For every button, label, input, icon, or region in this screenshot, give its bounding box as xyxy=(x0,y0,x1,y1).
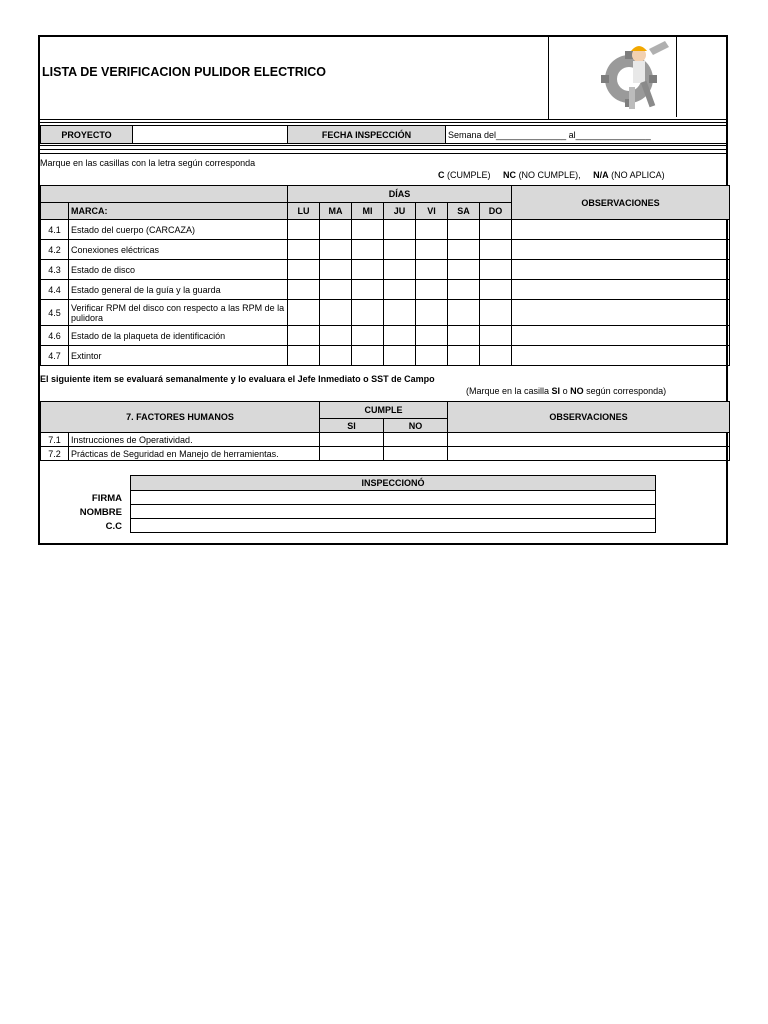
logo-box xyxy=(548,37,728,119)
subnote-prefix: (Marque en la casilla xyxy=(466,386,552,396)
divider xyxy=(40,153,726,154)
day-cell[interactable] xyxy=(320,260,352,280)
divider xyxy=(40,145,726,146)
nombre-field[interactable] xyxy=(131,505,656,519)
hf-no-cell[interactable] xyxy=(384,447,448,461)
worker-gear-wrench-icon xyxy=(589,37,675,115)
day-cell[interactable] xyxy=(352,220,384,240)
day-cell[interactable] xyxy=(416,346,448,366)
table-row xyxy=(41,447,730,461)
day-cell[interactable] xyxy=(320,240,352,260)
item-text: Extintor xyxy=(69,346,288,366)
day-cell[interactable] xyxy=(384,300,416,326)
hf-item-num: 7.1 xyxy=(41,433,69,447)
day-cell[interactable] xyxy=(288,280,320,300)
divider xyxy=(40,122,726,123)
table-row xyxy=(41,240,730,260)
day-cell[interactable] xyxy=(416,300,448,326)
day-ju: JU xyxy=(384,203,416,220)
day-cell[interactable] xyxy=(416,240,448,260)
legend-nc-code: NC xyxy=(503,170,517,180)
hf-item-text: Prácticas de Seguridad en Manejo de herramientas. xyxy=(69,447,320,461)
page-title: LISTA DE VERIFICACION PULIDOR ELECTRICO xyxy=(42,65,327,79)
day-cell[interactable] xyxy=(448,260,480,280)
day-cell[interactable] xyxy=(448,326,480,346)
days-header: DÍAS xyxy=(288,186,512,203)
cumple-header: CUMPLE xyxy=(320,402,448,419)
weekly-note: El siguiente item se evaluará semanalmente y lo evaluara el Jefe Inmediato o SST de Campo xyxy=(40,374,435,384)
day-cell[interactable] xyxy=(384,326,416,346)
day-cell[interactable] xyxy=(448,346,480,366)
cc-label: C.C xyxy=(105,521,122,532)
day-cell[interactable] xyxy=(320,220,352,240)
firma-field[interactable] xyxy=(131,491,656,505)
day-cell[interactable] xyxy=(352,300,384,326)
day-ma: MA xyxy=(320,203,352,220)
day-cell[interactable] xyxy=(480,280,512,300)
day-cell[interactable] xyxy=(416,260,448,280)
item-num: 4.7 xyxy=(41,346,69,366)
nombre-label: NOMBRE xyxy=(79,507,122,518)
day-cell[interactable] xyxy=(480,326,512,346)
table-row xyxy=(41,220,730,240)
observations-header: OBSERVACIONES xyxy=(512,186,730,220)
table-row xyxy=(41,300,730,326)
project-row-table xyxy=(40,125,728,144)
legend xyxy=(438,170,665,180)
hf-observations-header: OBSERVACIONES xyxy=(448,402,730,433)
legend-na-code: N/A xyxy=(593,170,609,180)
item-text: Estado del cuerpo (CARCAZA) xyxy=(69,220,288,240)
item-num: 4.5 xyxy=(41,300,69,326)
checklist-sheet xyxy=(38,35,728,545)
hf-si-cell[interactable] xyxy=(320,433,384,447)
si-header: SI xyxy=(320,419,384,433)
observations-cell[interactable] xyxy=(512,326,730,346)
day-sa: SA xyxy=(448,203,480,220)
hf-observations-cell[interactable] xyxy=(448,447,730,461)
day-cell[interactable] xyxy=(352,260,384,280)
day-cell[interactable] xyxy=(416,326,448,346)
item-num: 4.6 xyxy=(41,326,69,346)
no-header: NO xyxy=(384,419,448,433)
day-cell[interactable] xyxy=(288,260,320,280)
day-cell[interactable] xyxy=(288,300,320,326)
hf-si-cell[interactable] xyxy=(320,447,384,461)
table-row xyxy=(41,346,730,366)
hf-observations-cell[interactable] xyxy=(448,433,730,447)
day-cell[interactable] xyxy=(352,280,384,300)
day-cell[interactable] xyxy=(384,220,416,240)
days-header-blank xyxy=(41,186,288,203)
day-cell[interactable] xyxy=(480,240,512,260)
observations-cell[interactable] xyxy=(512,220,730,240)
item-num: 4.3 xyxy=(41,260,69,280)
table-row xyxy=(41,433,730,447)
day-cell[interactable] xyxy=(448,220,480,240)
weekly-subnote xyxy=(466,386,666,396)
day-cell[interactable] xyxy=(384,240,416,260)
hf-item-text: Instrucciones de Operatividad. xyxy=(69,433,320,447)
legend-nc-text: (NO CUMPLE), xyxy=(518,170,581,180)
day-vi: VI xyxy=(416,203,448,220)
item-num: 4.1 xyxy=(41,220,69,240)
day-cell[interactable] xyxy=(320,300,352,326)
day-cell[interactable] xyxy=(384,280,416,300)
legend-c-text: (CUMPLE) xyxy=(447,170,491,180)
day-cell[interactable] xyxy=(352,240,384,260)
day-cell[interactable] xyxy=(416,220,448,240)
day-cell[interactable] xyxy=(480,346,512,366)
human-factors-table xyxy=(40,401,730,461)
table-row xyxy=(41,326,730,346)
observations-cell[interactable] xyxy=(512,280,730,300)
day-cell[interactable] xyxy=(384,346,416,366)
legend-c-code: C xyxy=(438,170,445,180)
logo-cell xyxy=(589,37,677,117)
day-cell[interactable] xyxy=(320,280,352,300)
cc-field[interactable] xyxy=(131,519,656,533)
signature-table xyxy=(130,475,656,533)
subnote-si: SI xyxy=(551,386,561,396)
day-cell[interactable] xyxy=(288,240,320,260)
hf-item-num: 7.2 xyxy=(41,447,69,461)
day-cell[interactable] xyxy=(448,240,480,260)
day-cell[interactable] xyxy=(384,260,416,280)
day-cell[interactable] xyxy=(288,220,320,240)
item-text: Estado general de la guía y la guarda xyxy=(69,280,288,300)
day-cell[interactable] xyxy=(288,326,320,346)
subnote-o: o xyxy=(560,386,571,396)
item-num: 4.2 xyxy=(41,240,69,260)
day-mi: MI xyxy=(352,203,384,220)
divider xyxy=(40,119,726,120)
item-text: Estado de la plaqueta de identificación xyxy=(69,326,288,346)
project-label: PROYECTO xyxy=(41,126,133,144)
day-cell[interactable] xyxy=(480,300,512,326)
item-text: Estado de disco xyxy=(69,260,288,280)
day-cell[interactable] xyxy=(320,346,352,366)
signature-labels xyxy=(40,492,122,534)
subnote-no: NO xyxy=(570,386,584,396)
observations-cell[interactable] xyxy=(512,240,730,260)
marca-num-cell xyxy=(41,203,69,220)
inspected-by-header: INSPECCIONÓ xyxy=(131,476,656,491)
human-factors-title: 7. FACTORES HUMANOS xyxy=(41,402,320,433)
hf-no-cell[interactable] xyxy=(384,433,448,447)
day-cell[interactable] xyxy=(352,346,384,366)
firma-label: FIRMA xyxy=(91,493,122,504)
observations-cell[interactable] xyxy=(512,260,730,280)
day-cell[interactable] xyxy=(416,280,448,300)
project-input[interactable] xyxy=(133,126,288,144)
day-cell[interactable] xyxy=(448,300,480,326)
day-cell[interactable] xyxy=(480,260,512,280)
days-table xyxy=(40,185,730,366)
day-cell[interactable] xyxy=(480,220,512,240)
table-row xyxy=(41,280,730,300)
inspection-date-label: FECHA INSPECCIÓN xyxy=(288,126,446,144)
item-text: Verificar RPM del disco con respecto a las RPM de la pulidora xyxy=(69,300,288,326)
day-cell[interactable] xyxy=(320,326,352,346)
table-row xyxy=(41,260,730,280)
day-cell[interactable] xyxy=(288,346,320,366)
day-cell[interactable] xyxy=(352,326,384,346)
subnote-suffix: según corresponda) xyxy=(583,386,667,396)
observations-cell[interactable] xyxy=(512,300,730,326)
item-num: 4.4 xyxy=(41,280,69,300)
divider xyxy=(40,149,726,150)
item-text: Conexiones eléctricas xyxy=(69,240,288,260)
week-field[interactable]: Semana del______________ al_______________ xyxy=(446,126,728,144)
legend-na-text: (NO APLICA) xyxy=(611,170,665,180)
day-cell[interactable] xyxy=(448,280,480,300)
day-do: DO xyxy=(480,203,512,220)
instructions-text: Marque en las casillas con la letra según corresponda xyxy=(40,158,256,168)
observations-cell[interactable] xyxy=(512,346,730,366)
marca-label: MARCA: xyxy=(69,203,288,220)
day-lu: LU xyxy=(288,203,320,220)
